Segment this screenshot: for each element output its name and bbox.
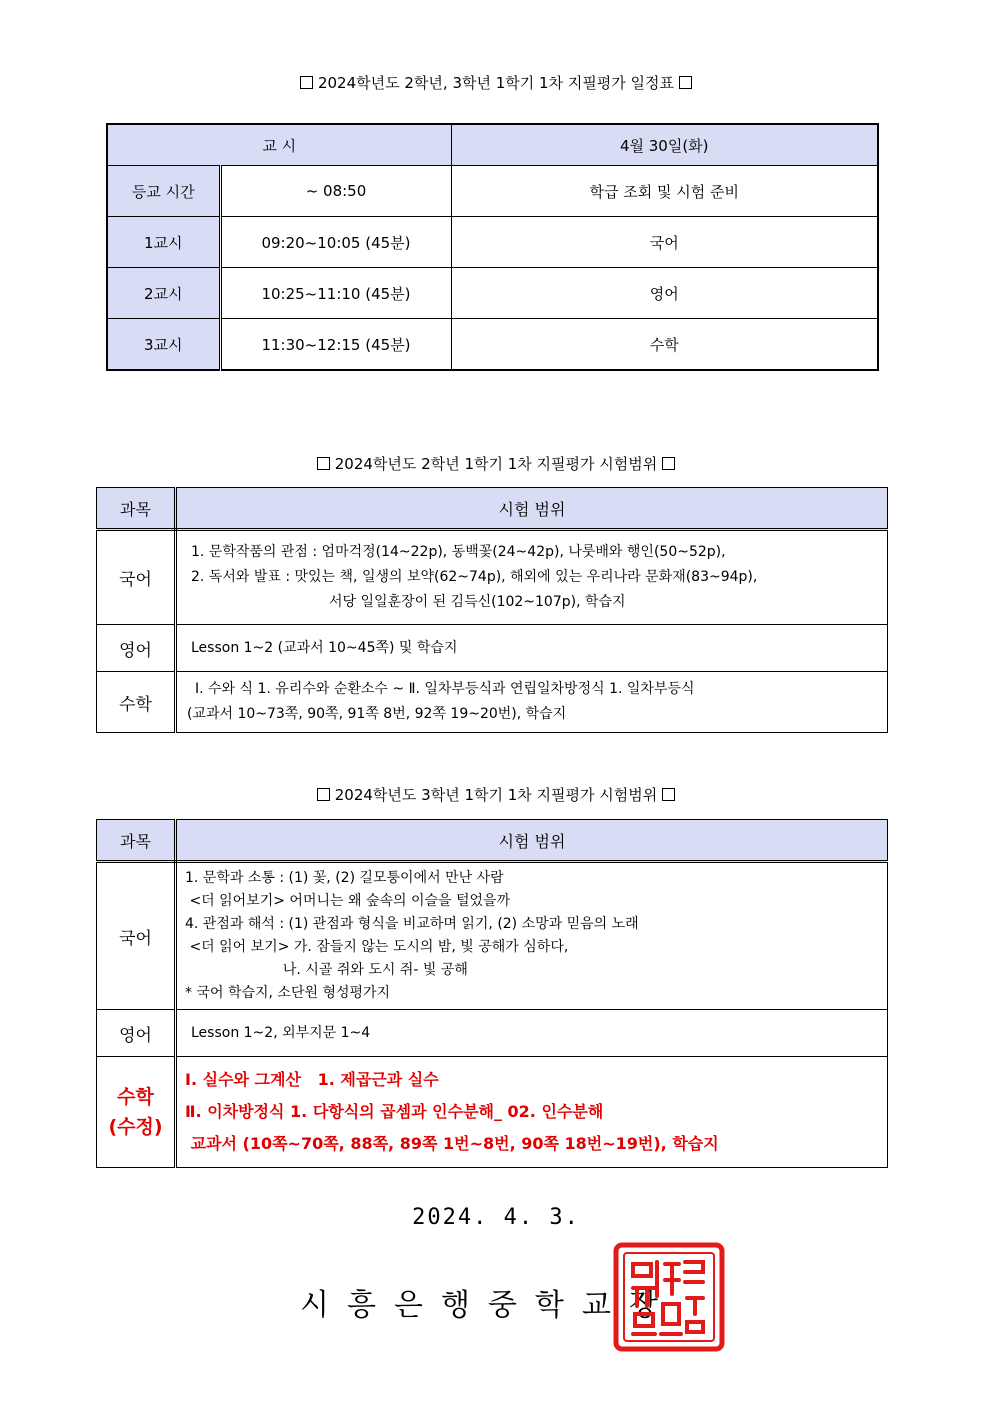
range-korean <box>176 530 888 625</box>
range-line: 나. 시골 쥐와 도시 쥐- 빛 공해 <box>185 962 468 978</box>
subject-korean: 국어 <box>97 862 176 1010</box>
square-icon <box>317 788 330 801</box>
range-line: 1. 문학과 소통 : (1) 꽃, (2) 길모퉁이에서 만난 사람 <box>185 870 504 886</box>
official-seal-icon <box>613 1242 725 1352</box>
range-line: Ⅰ. 실수와 그계산 1. 제곱근과 실수 <box>185 1070 439 1089</box>
range-korean <box>176 862 888 1010</box>
square-icon <box>679 76 692 89</box>
range-line: 4. 관점과 해석 : (1) 관점과 형식을 비교하며 읽기, (2) 소망과 믿음의 노래 <box>185 916 639 932</box>
row-subject: 영어 <box>451 268 878 319</box>
row-subject: 수학 <box>451 319 878 371</box>
header-period: 교 시 <box>107 124 451 166</box>
range-english: Lesson 1~2 (교과서 10~45쪽) 및 학습지 <box>176 625 888 672</box>
header-range: 시험 범위 <box>176 488 888 530</box>
subject-korean: 국어 <box>97 530 176 625</box>
row-label: 1교시 <box>107 217 220 268</box>
header-subject: 과목 <box>97 820 176 862</box>
subject-english: 영어 <box>97 625 176 672</box>
square-icon <box>662 788 675 801</box>
school-principal: 시흥은행중학교장 <box>300 1288 676 1323</box>
row-time: ~ 08:50 <box>220 166 451 217</box>
range-line: 서당 일일훈장이 된 김득신(102~107p), 학습지 <box>329 594 626 610</box>
row-label: 3교시 <box>107 319 220 371</box>
subject-math-label: 수학 <box>117 1086 154 1108</box>
square-icon <box>662 457 675 470</box>
grade2-range-table <box>96 487 888 733</box>
grade3-title: 2024학년도 3학년 1학기 1차 지필평가 시험범위 <box>0 784 992 805</box>
range-line: 교과서 (10쪽~70쪽, 88쪽, 89쪽 1번~8번, 90쪽 18번~19번), 학습지 <box>185 1134 719 1153</box>
range-line: Ⅱ. 이차방정식 1. 다항식의 곱셈과 인수분해_ 02. 인수분해 <box>185 1102 604 1121</box>
range-line: 2. 독서와 발표 : 맛있는 책, 일생의 보약(62~74p), 해외에 있는 우리나라 문화재(83~94p), <box>191 569 758 585</box>
range-line: * 국어 학습지, 소단원 형성평가지 <box>185 985 391 1001</box>
range-math-revised <box>176 1057 888 1168</box>
grade2-title: 2024학년도 2학년 1학기 1차 지필평가 시험범위 <box>0 453 992 474</box>
range-line: <더 읽어 보기> 가. 잠들지 않는 도시의 밤, 빛 공해가 심하다, <box>185 939 569 955</box>
range-line: 1. 문학작품의 관점 : 엄마걱정(14~22p), 동백꽃(24~42p), 나룻배와 행인(50~52p), <box>191 544 726 560</box>
square-icon <box>317 457 330 470</box>
row-subject: 학급 조회 및 시험 준비 <box>451 166 878 217</box>
row-time: 11:30~12:15 (45분) <box>220 319 451 371</box>
row-label: 등교 시간 <box>107 166 220 217</box>
header-range: 시험 범위 <box>176 820 888 862</box>
row-subject: 국어 <box>451 217 878 268</box>
row-time: 09:20~10:05 (45분) <box>220 217 451 268</box>
square-icon <box>300 76 313 89</box>
range-line: (교과서 10~73쪽, 90쪽, 91쪽 8번, 92쪽 19~20번), 학습지 <box>187 706 567 722</box>
range-math <box>176 672 888 733</box>
issue-date: 2024. 4. 3. <box>412 1205 580 1230</box>
subject-math: 수학 <box>97 672 176 733</box>
range-line: Ⅰ. 수와 식 1. 유리수와 순환소수 ~ Ⅱ. 일차부등식과 연립일차방정식 1. 일차부등식 <box>195 681 695 697</box>
schedule-table <box>106 123 879 371</box>
grade3-range-table <box>96 819 888 1168</box>
range-line: <더 읽어보기> 어머니는 왜 숲속의 이슬을 털었을까 <box>185 893 511 909</box>
subject-math-revised <box>97 1057 176 1168</box>
row-label: 2교시 <box>107 268 220 319</box>
row-time: 10:25~11:10 (45분) <box>220 268 451 319</box>
header-subject: 과목 <box>97 488 176 530</box>
revised-label: (수정) <box>108 1116 163 1138</box>
range-english: Lesson 1~2, 외부지문 1~4 <box>176 1010 888 1057</box>
subject-english: 영어 <box>97 1010 176 1057</box>
schedule-title: 2024학년도 2학년, 3학년 1학기 1차 지필평가 일정표 <box>0 72 992 93</box>
header-date: 4월 30일(화) <box>451 124 878 166</box>
